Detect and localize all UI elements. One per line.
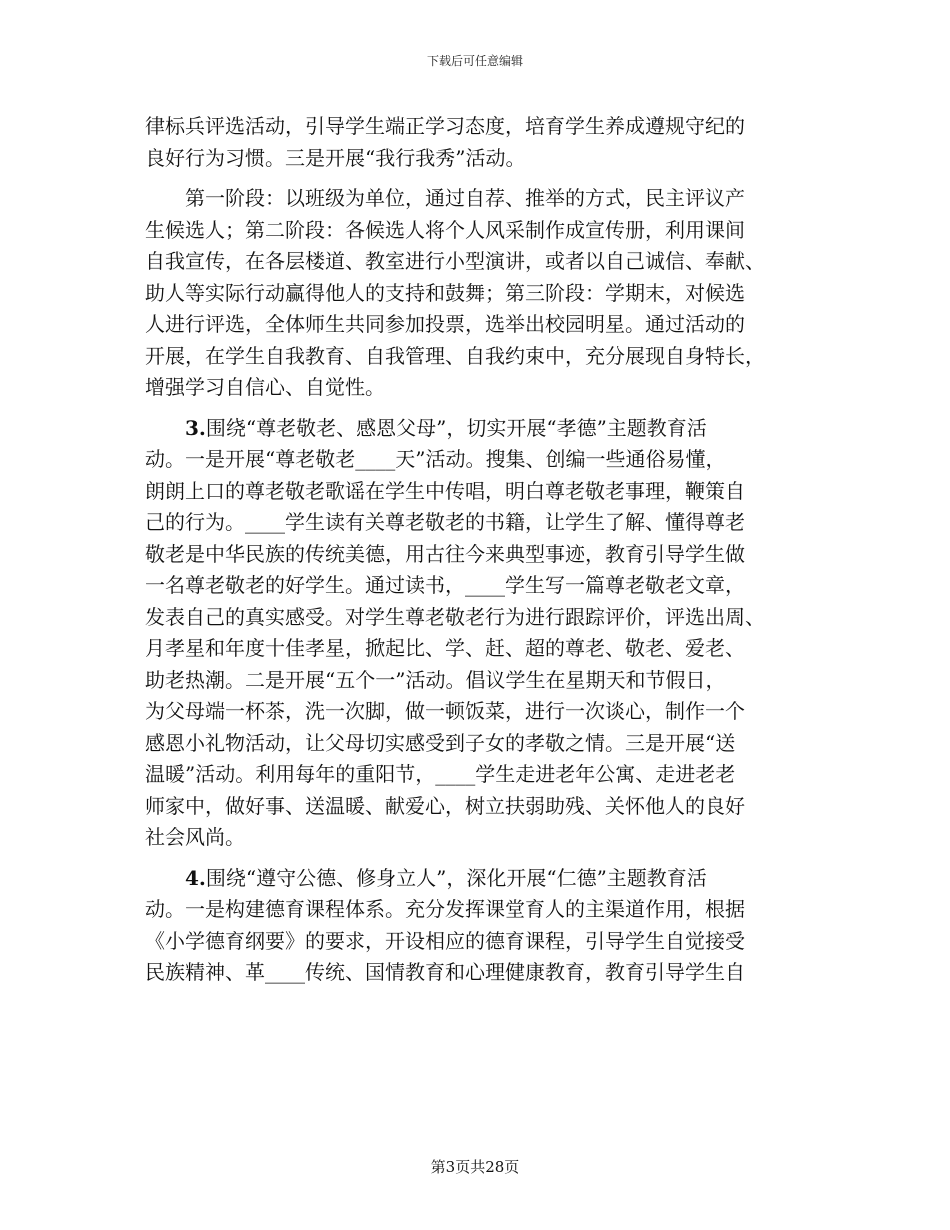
paragraph-4 (145, 863, 810, 989)
text-line: 律标兵评选活动，引导学生端正学习态度，培育学生养成遵规守纪的 (145, 114, 745, 138)
text-line: 增强学习自信心、自觉性。 (145, 375, 385, 399)
text-line: 良好行为习惯。三是开展“我行我秀”活动。 (145, 145, 526, 170)
text-line: 生候选人；第二阶段：各候选人将个人风采制作成宣传册，利用课间 (145, 217, 745, 242)
paragraph-1 (145, 111, 810, 174)
text-line: 一名尊老敬老的好学生。通过读书，____学生写一篇尊老敬老文章， (145, 573, 745, 597)
text-line: 《小学德育纲要》的要求，开设相应的德育课程，引导学生自觉接受 (145, 928, 745, 953)
document-body (145, 111, 810, 989)
text-line: 朗朗上口的尊老敬老歌谣在学生中传唱，明白尊老敬老事理，鞭策自 (145, 478, 745, 503)
paragraph-2 (145, 183, 810, 404)
text-line: 师家中，做好事、送温暖、献爱心，树立扶弱助残、关怀他人的良好 (145, 793, 745, 818)
text-line: 民族精神、革____传统、国情教育和心理健康教育，教育引导学生自 (145, 960, 745, 984)
text-line: 动。一是构建德育课程体系。充分发挥课堂育人的主渠道作用，根据 (145, 897, 745, 921)
page-header: 下载后可任意编辑 (426, 54, 523, 68)
text-line: 发表自己的真实感受。对学生尊老敬老行为进行跟踪评价，评选出周、 (145, 604, 765, 629)
text-line: 第一阶段：以班级为单位，通过自荐、推举的方式，民主评议产 (185, 186, 745, 210)
text-line: 温暖”活动。利用每年的重阳节，____学生走进老年公寓、走进老老 (145, 762, 736, 786)
text-line: 助老热潮。二是开展“五个一”活动。倡议学生在星期天和节假日， (145, 667, 726, 692)
paragraph-3 (145, 413, 810, 854)
text-line: 人进行评选，全体师生共同参加投票，选举出校园明星。通过活动的 (145, 312, 745, 336)
text-line: 自我宣传，在各层楼道、教室进行小型演讲，或者以自己诚信、奉献、 (145, 249, 765, 273)
text-line: 月孝星和年度十佳孝星，掀起比、学、赶、超的尊老、敬老、爱老、 (145, 636, 745, 660)
text-line (145, 413, 810, 445)
text-line-content: 围绕“尊老敬老、感恩父母”，切实开展“孝德”主题教育活 (205, 415, 707, 440)
text-line: 感恩小礼物活动，让父母切实感受到子女的孝敬之情。三是开展“送 (145, 730, 736, 755)
text-line (145, 863, 810, 895)
text-line-content: 围绕“遵守公德、修身立人”，深化开展“仁德”主题教育活 (205, 865, 707, 890)
text-line: 为父母端一杯茶，洗一次脚，做一顿饭菜，进行一次谈心，制作一个 (145, 699, 745, 723)
text-line: 助人等实际行动赢得他人的支持和鼓舞；第三阶段：学期末，对候选 (145, 280, 745, 305)
paragraph-number: 4. (185, 865, 206, 890)
text-line: 动。一是开展“尊老敬老____天”活动。搜集、创编一些通俗易懂， (145, 447, 726, 471)
page-footer: 第3页共28页 (430, 1158, 520, 1176)
text-line: 开展，在学生自我教育、自我管理、自我约束中，充分展现自身特长， (145, 343, 765, 368)
text-line: 敬老是中华民族的传统美德，用古往今来典型事迹，教育引导学生做 (145, 541, 745, 566)
text-line: 己的行为。____学生读有关尊老敬老的书籍，让学生了解、懂得尊老 (145, 510, 745, 534)
paragraph-number: 3. (185, 415, 206, 440)
text-line: 社会风尚。 (145, 825, 245, 849)
